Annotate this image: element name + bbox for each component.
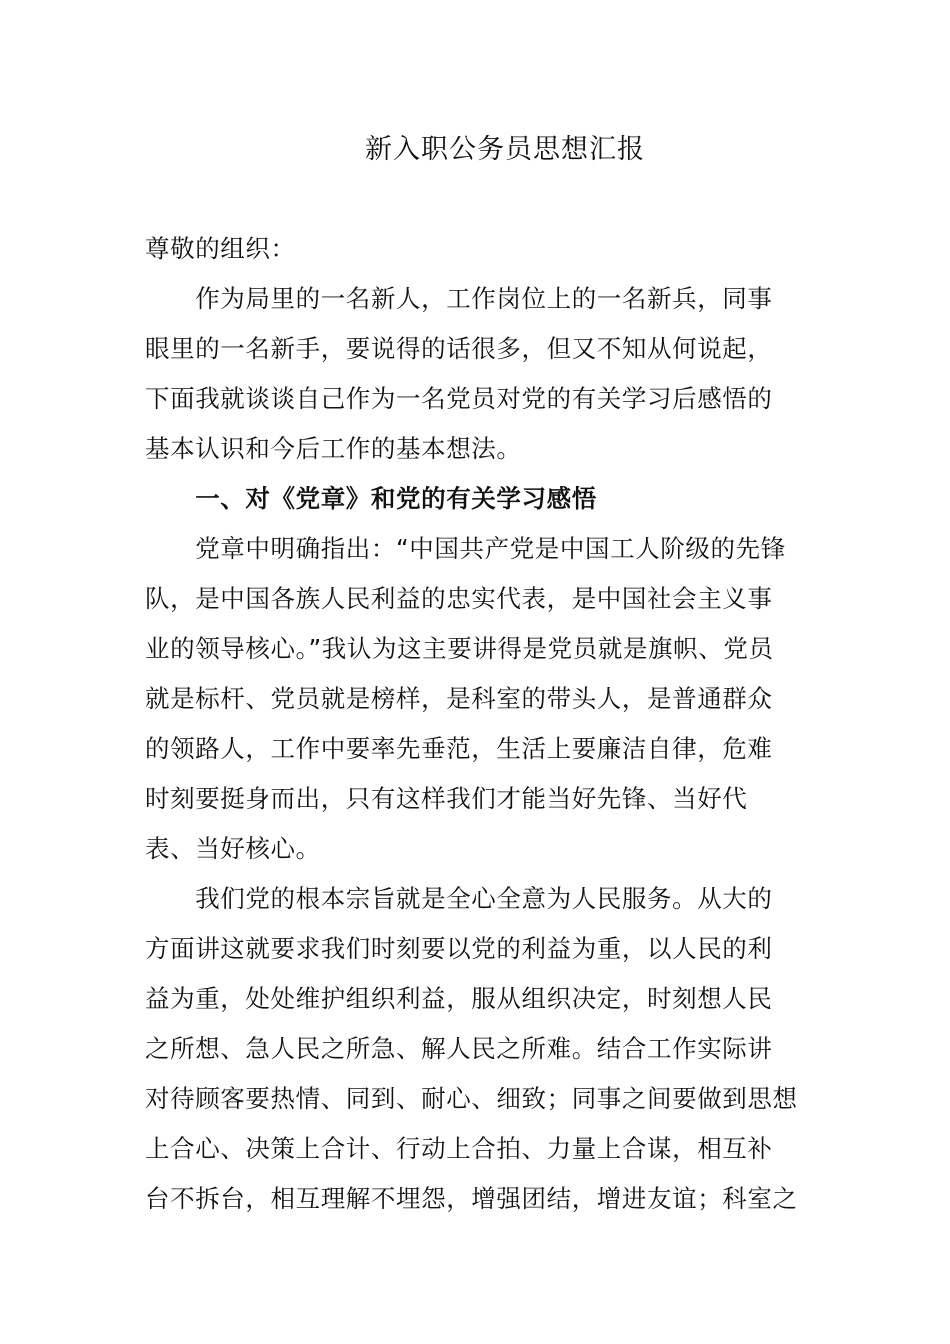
paragraph-line: 下面我就谈谈自己作为一名党员对党的有关学习后感悟的 xyxy=(145,384,773,413)
paragraph-line: 的领路人，工作中要率先垂范，生活上要廉洁自律，危难 xyxy=(145,734,773,763)
paragraph-line: 表、当好核心。 xyxy=(145,834,321,863)
paragraph-line: 方面讲这就要求我们时刻要以党的利益为重，以人民的利 xyxy=(145,934,773,963)
paragraph-line: 台不拆台，相互理解不埋怨，增强团结，增进友谊；科室之 xyxy=(145,1184,798,1213)
section-heading: 一、对《党章》和党的有关学习感悟 xyxy=(145,484,597,513)
paragraph-line: 上合心、决策上合计、行动上合拍、力量上合谋，相互补 xyxy=(145,1134,773,1163)
paragraph-line: 益为重，处处维护组织利益，服从组织决定，时刻想人民 xyxy=(145,984,773,1013)
paragraph-line: 基本认识和今后工作的基本想法。 xyxy=(145,434,522,463)
paragraph-line: 对待顾客要热情、同到、耐心、细致；同事之间要做到思想 xyxy=(145,1084,798,1113)
paragraph-line: 时刻要挺身而出，只有这样我们才能当好先锋、当好代 xyxy=(145,784,748,813)
paragraph-line: 眼里的一名新手，要说得的话很多，但又不知从何说起， xyxy=(145,334,773,363)
paragraph-line: 党章中明确指出：“中国共产党是中国工人阶级的先锋 xyxy=(145,534,786,563)
paragraph-line: 我们党的根本宗旨就是全心全意为人民服务。从大的 xyxy=(145,884,773,913)
paragraph-line: 队，是中国各族人民利益的忠实代表，是中国社会主义事 xyxy=(145,584,773,613)
paragraph-line: 业的领导核心。”我认为这主要讲得是党员就是旗帜、党员 xyxy=(145,634,774,663)
paragraph-line: 作为局里的一名新人，工作岗位上的一名新兵，同事 xyxy=(145,284,773,313)
salutation: 尊敬的组织： xyxy=(145,234,296,263)
paragraph-line: 之所想、急人民之所急、解人民之所难。结合工作实际讲 xyxy=(145,1034,773,1063)
document-title: 新入职公务员思想汇报 xyxy=(365,134,645,165)
paragraph-line: 就是标杆、党员就是榜样，是科室的带头人，是普通群众 xyxy=(145,684,773,713)
